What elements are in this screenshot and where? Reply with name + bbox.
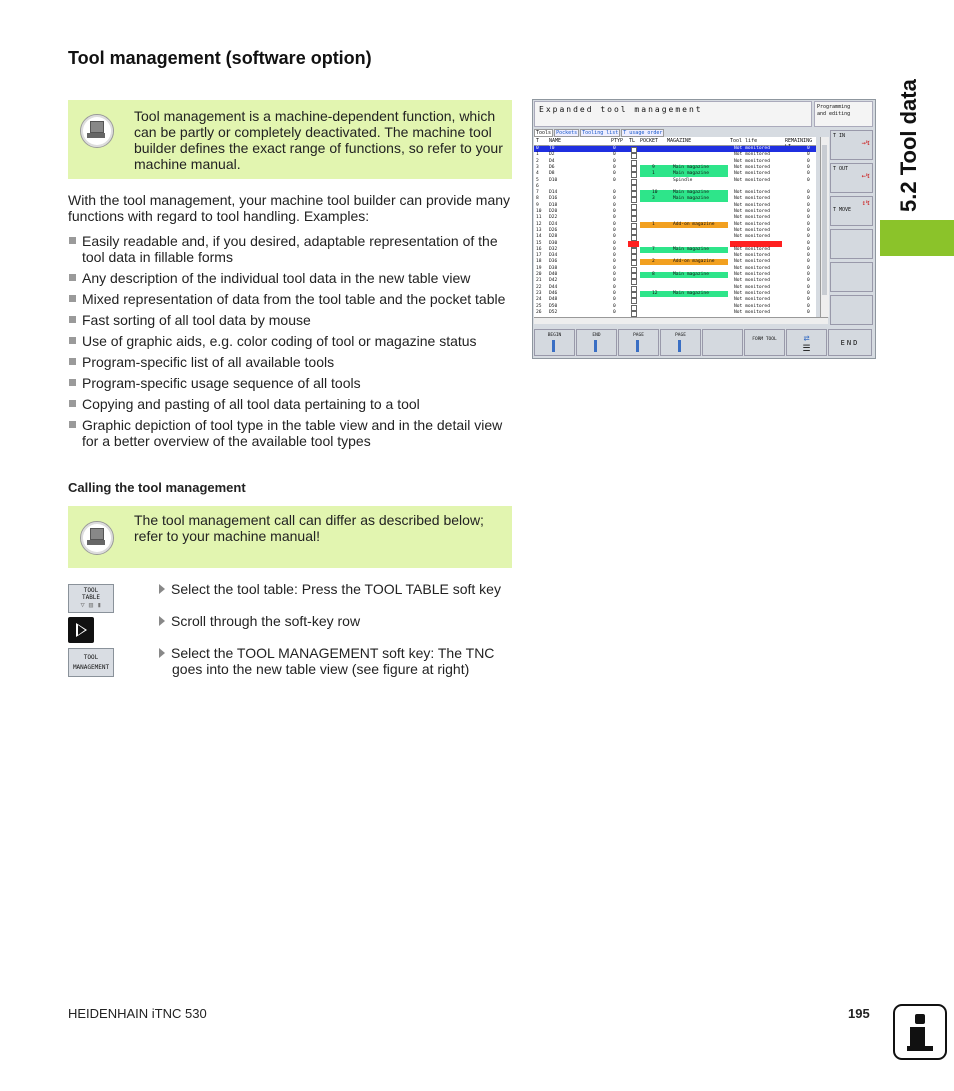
softkey-label: TABLE [81,594,101,601]
note-text: Tool management is a machine-dependent function, which can be partly or completely deactivated. The machine tool builder defines the exact range of functions, so refer to your machine manual. [134,108,503,172]
cell-magazine: Main magazine [673,171,709,177]
cell-pocket: 1 [652,171,655,177]
tl-checkbox[interactable] [631,311,637,317]
chapter-tab [880,220,954,256]
note-text: The tool management call can differ as described below; refer to your machine manual! [134,512,484,544]
cell-tool-life: Not monitored [734,303,770,309]
cell-remaining: 0 [807,164,810,170]
cell-name: D46 [549,290,558,296]
cell-magazine: Add-on magazine [673,259,715,265]
cell-t: 18 [536,259,542,265]
empty-softkey[interactable] [830,262,873,292]
cell-remaining: 0 [807,158,810,164]
cell-ptyp: 0 [613,152,616,158]
cell-ptyp: 0 [613,265,616,271]
mode-label: and editing [817,111,851,117]
tool-table-softkey[interactable] [68,584,114,613]
cell-ptyp: 0 [613,272,616,277]
cell-magazine: Main magazine [673,190,709,196]
step-text: Select the TOOL MANAGEMENT soft key: The TNC [171,645,495,661]
tab-tooling-list[interactable]: Tooling list [582,130,619,136]
cell-name: D28 [549,234,558,240]
cell-tool-life: Not monitored [734,297,770,303]
cell-remaining: 0 [807,202,810,208]
step-text: Select the tool table: Press the TOOL TABLE soft key [171,581,501,597]
play-icon [76,623,87,637]
cell-name: D18 [549,202,558,208]
cell-ptyp: 0 [613,202,616,208]
cell-tool-life: Not monitored [734,164,770,170]
cell-ptyp: 0 [613,284,616,290]
cell-t: 3 [536,164,539,170]
cell-ptyp: 0 [613,146,616,151]
column-header: MAGAZINE [667,138,692,144]
column-header: T [536,138,540,144]
cell-tool-life: Not monitored [734,152,770,158]
cell-remaining: 0 [807,190,810,196]
list-item: Mixed representation of data from the tool table and the pocket table [68,291,516,307]
cell-name: D14 [549,190,558,196]
empty-softkey[interactable] [830,229,873,259]
cell-magazine: Add-on magazine [673,221,715,227]
tool-management-softkey[interactable] [68,648,114,677]
right-softkeys [830,130,874,356]
step-arrow-icon [159,648,165,658]
cell-name: D22 [549,215,558,221]
cell-pocket: 10 [652,190,658,196]
cell-remaining: 0 [807,253,810,259]
cell-remaining: 0 [807,215,810,221]
tab-usage-order[interactable]: T usage order [623,130,663,136]
cell-remaining: 0 [807,209,810,214]
end-softkey[interactable]: END [576,329,617,356]
cell-name: D50 [549,303,558,309]
table-header [534,137,816,146]
cell-t: 21 [536,278,542,284]
cell-tool-life: Not monitored [734,290,770,296]
cell-ptyp: 0 [613,309,616,315]
cell-name: D32 [549,246,558,252]
cell-t: 19 [536,265,542,271]
cell-ptyp: 0 [613,171,616,177]
cell-remaining: 0 [807,272,810,277]
cell-ptyp: 0 [613,158,616,164]
cell-tool-life: Not monitored [734,272,770,277]
cell-ptyp: 0 [613,246,616,252]
cell-ptyp: 0 [613,240,616,246]
cell-t: 24 [536,297,542,303]
list-item: Copying and pasting of all tool data pertaining to a tool [68,396,516,412]
cell-name: D30 [549,240,558,246]
list-item: Any description of the individual tool data in the new table view [68,270,516,286]
begin-softkey[interactable]: BEGIN [534,329,575,356]
cell-remaining: 0 [807,303,810,309]
cell-remaining: 0 [807,234,810,240]
screen-header: Expanded tool management [534,101,812,127]
cell-magazine: Main magazine [673,272,709,277]
cell-tool-life: Not monitored [734,253,770,259]
cell-remaining: 0 [807,196,810,202]
tool-life-alert [730,241,782,247]
cell-t: 1 [536,152,539,158]
cell-ptyp: 0 [613,303,616,309]
t-in-softkey[interactable]: T IN →↯ [830,130,873,160]
cell-tool-life: Not monitored [734,227,770,233]
cell-tool-life: Not monitored [734,190,770,196]
cell-magazine: Main magazine [673,164,709,170]
cell-t: 10 [536,209,542,214]
cell-name: D6 [549,164,555,170]
cell-ptyp: 0 [613,209,616,214]
column-header: REMAINING [785,138,813,144]
cell-name: D36 [549,259,558,265]
cell-pocket: 1 [652,221,655,227]
cell-tool-life: Not monitored [734,234,770,240]
feature-list [68,233,516,454]
step-3 [159,645,494,677]
cell-remaining: 0 [807,152,810,158]
cell-name: D10 [549,177,558,183]
cell-ptyp: 0 [613,177,616,183]
machine-icon [80,521,114,555]
step-2 [159,613,360,629]
cell-magazine: Spindle [673,177,693,183]
step-arrow-icon [159,584,165,594]
cell-remaining: 0 [807,265,810,271]
intro-paragraph: With the tool management, your machine tool builder can provide many functions with regard to tool handling. Examples: [68,192,511,224]
cell-remaining: 0 [807,290,810,296]
softkey-label: TOOL [83,587,99,594]
cell-name: D40 [549,272,558,277]
cell-remaining: 0 [807,221,810,227]
cell-magazine: Main magazine [673,196,709,202]
cell-tool-life: Not monitored [734,246,770,252]
cell-t: 15 [536,240,542,246]
cell-pocket: 7 [652,246,655,252]
cell-t: 12 [536,221,542,227]
cell-name: D16 [549,196,558,202]
cell-name: D52 [549,309,558,315]
list-item: Graphic depiction of tool type in the table view and in the detail view for a better overview of the available tool types [68,417,516,449]
locked-marker [628,241,639,247]
column-header: TL [629,138,636,144]
screen-tabs [534,129,665,137]
cell-name: D2 [549,152,555,158]
cell-tool-life: Not monitored [734,196,770,202]
list-item: Use of graphic aids, e.g. color coding of tool or magazine status [68,333,516,349]
cell-magazine: Main magazine [673,290,709,296]
cell-tool-life: Not monitored [734,221,770,227]
horizontal-scrollbar[interactable] [534,317,828,324]
cell-remaining: 0 [807,259,810,265]
cell-remaining: 0 [807,240,810,246]
cell-ptyp: 0 [613,278,616,284]
cell-remaining: 0 [807,177,810,183]
cell-t: 23 [536,290,542,296]
cell-ptyp: 0 [613,253,616,259]
cell-remaining: 0 [807,309,810,315]
cell-t: 26 [536,309,542,315]
step-text: goes into the new table view (see figure at right) [172,661,470,677]
cell-tool-life: Not monitored [734,215,770,221]
machine-note-2 [68,506,512,568]
cell-name: D38 [549,265,558,271]
cell-t: 14 [536,234,542,240]
cell-remaining: 0 [807,297,810,303]
page-up-softkey[interactable]: PAGE [618,329,659,356]
cell-tool-life: Not monitored [734,259,770,265]
column-header: PTYP [611,138,624,144]
tool-table [534,137,816,317]
cell-t: 0 [536,146,539,151]
softkey-label: TOOL [83,654,99,661]
step-text: Scroll through the soft-key row [171,613,361,629]
cell-t: 9 [536,202,539,208]
cell-tool-life: Not monitored [734,284,770,290]
cell-remaining: 0 [807,278,810,284]
cell-ptyp: 0 [613,297,616,303]
cell-name: D20 [549,209,558,214]
cell-remaining: 0 [807,227,810,233]
cell-t: 11 [536,215,542,221]
form-icon[interactable]: ⇄ ☰ [786,329,827,356]
cell-name: D8 [549,171,555,177]
cell-t: 2 [536,158,539,164]
bottom-softkeys [534,329,874,357]
cell-tool-life: Not monitored [734,171,770,177]
cell-t: 17 [536,253,542,259]
cell-remaining: 0 [807,284,810,290]
cell-ptyp: 0 [613,190,616,196]
cell-tool-life: Not monitored [734,177,770,183]
next-softkey-row-key[interactable] [68,617,94,643]
step-1 [159,581,501,597]
column-header: NAME [549,138,562,144]
cell-pocket: 3 [652,196,655,202]
cell-t: 7 [536,190,539,196]
t-out-softkey[interactable]: T OUT ←↯ [830,163,873,193]
cell-tool-life: Not monitored [734,146,770,151]
tool-icon: ▽ ▥ ▮ [80,601,102,609]
section-subheading: Calling the tool management [68,480,246,495]
cell-name: D4 [549,158,555,164]
end-softkey[interactable]: END [828,329,872,356]
cell-tool-life: Not monitored [734,278,770,284]
cell-remaining: 0 [807,246,810,252]
cell-pocket: 8 [652,272,655,277]
cell-tool-life: Not monitored [734,202,770,208]
cell-ptyp: 0 [613,164,616,170]
cell-tool-life: Not monitored [734,158,770,164]
cell-t: 20 [536,272,542,277]
page-number: 195 [848,1006,870,1021]
machine-icon [80,114,114,148]
cell-t: 13 [536,227,542,233]
empty-softkey[interactable] [702,329,743,356]
column-header: Tool life [730,138,758,144]
cell-name: D24 [549,221,558,227]
cell-tool-life: Not monitored [734,209,770,214]
vertical-scrollbar[interactable] [820,137,829,317]
cell-magazine: Main magazine [673,246,709,252]
list-item: Program-specific usage sequence of all tools [68,375,516,391]
list-item: Fast sorting of all tool data by mouse [68,312,516,328]
cell-name: D42 [549,278,558,284]
cell-tool-life: Not monitored [734,265,770,271]
cell-remaining: 0 [807,171,810,177]
cell-remaining: 0 [807,146,810,151]
cell-ptyp: 0 [613,221,616,227]
cell-t: 4 [536,171,539,177]
page-title: Tool management (software option) [68,48,372,68]
cell-ptyp: 0 [613,234,616,240]
cell-ptyp: 0 [613,259,616,265]
cell-pocket: 12 [652,290,658,296]
mode-label: Programming [817,104,851,110]
cell-name: D48 [549,297,558,303]
cell-name: D26 [549,227,558,233]
cell-ptyp: 0 [613,290,616,296]
cell-tool-life: Not monitored [734,309,770,315]
column-header: POCKET [640,138,659,144]
list-item: Easily readable and, if you desired, adaptable representation of the tool data in fillable forms [68,233,516,265]
cell-pocket: 9 [652,164,655,170]
list-item: Program-specific list of all available tools [68,354,516,370]
table-row[interactable] [534,310,816,316]
info-icon [893,1004,947,1060]
cell-t: 6 [536,183,539,189]
cell-ptyp: 0 [613,196,616,202]
softkey-label: MANAGEMENT [72,664,110,671]
form-tool-softkey[interactable]: FORM TOOL [744,329,785,356]
cell-t: 22 [536,284,542,290]
tab-tools[interactable]: Tools [536,130,552,136]
operating-mode [814,101,873,127]
cell-t: 16 [536,246,542,252]
cell-name: D44 [549,284,558,290]
machine-note-1 [68,100,512,179]
tnc-screenshot [532,99,876,359]
cell-ptyp: 0 [613,215,616,221]
t-move-softkey[interactable]: ↕↯ T MOVE [830,196,873,226]
page-down-softkey[interactable]: PAGE [660,329,701,356]
cell-ptyp: 0 [613,227,616,233]
cell-t: 25 [536,303,542,309]
empty-softkey[interactable] [830,295,873,325]
side-title: 5.2 Tool data [896,79,921,212]
footer-product: HEIDENHAIN iTNC 530 [68,1006,207,1021]
cell-pocket: 2 [652,259,655,265]
cell-t: 8 [536,196,539,202]
cell-name: T0 [549,146,555,151]
tab-pockets[interactable]: Pockets [556,130,578,136]
cell-t: 5 [536,177,539,183]
step-arrow-icon [159,616,165,626]
cell-name: D34 [549,253,558,259]
